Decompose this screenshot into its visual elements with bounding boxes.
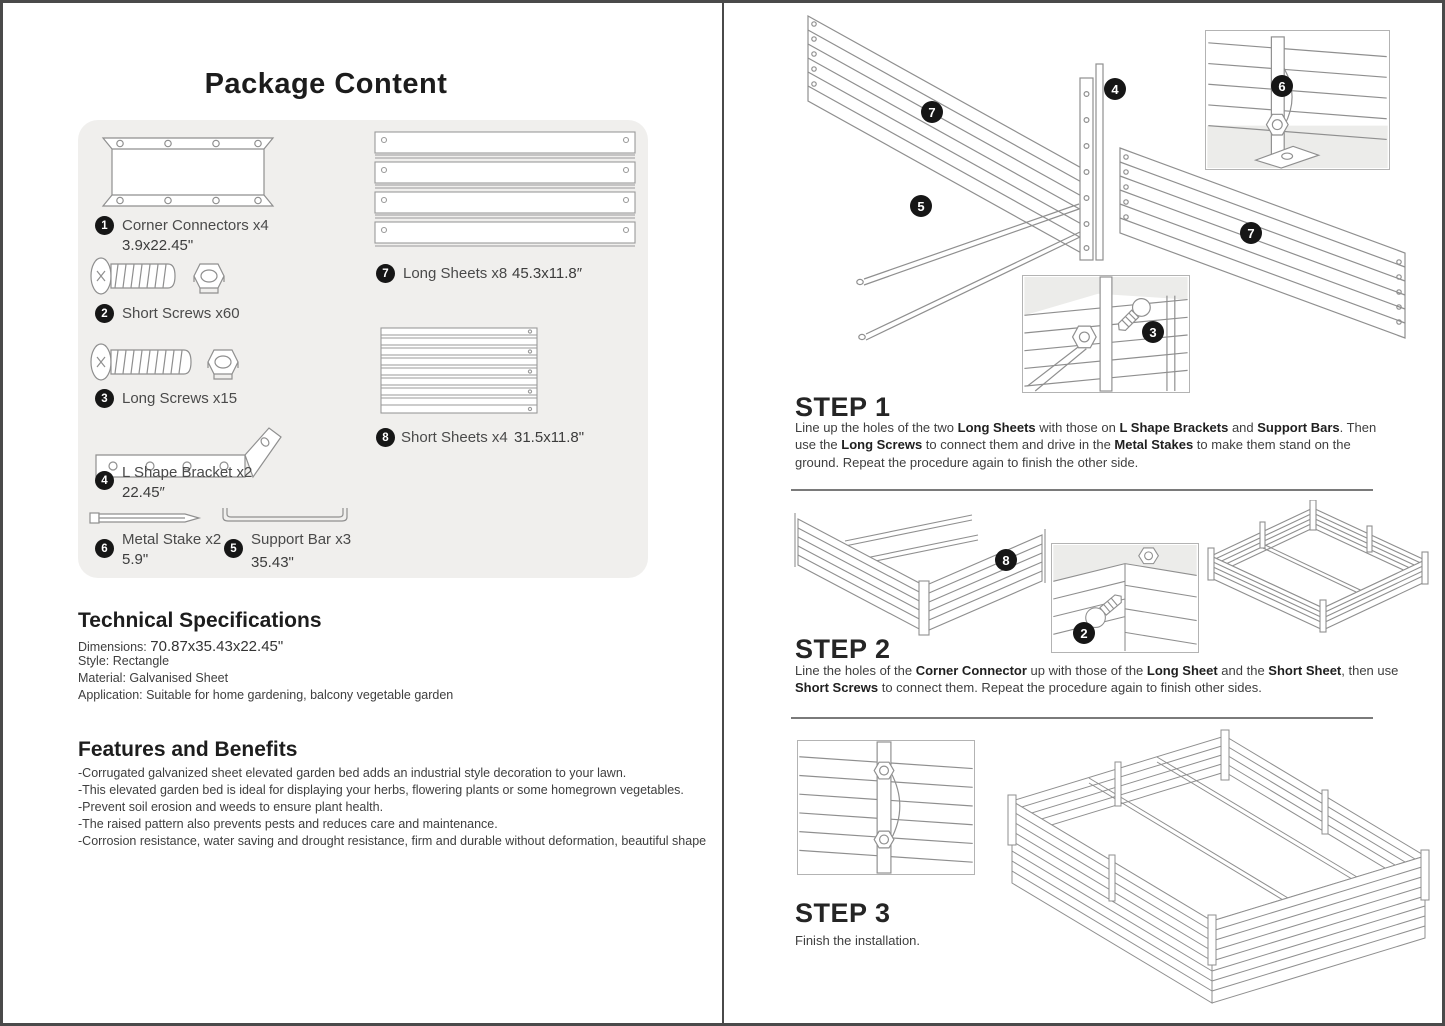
step3-instructions: Finish the installation. bbox=[795, 933, 921, 948]
item-badge: 8 bbox=[376, 428, 395, 447]
item-dimension: 22.45″ bbox=[122, 484, 165, 501]
item-dimension: 5.9" bbox=[122, 551, 149, 568]
item-badge: 4 bbox=[95, 471, 114, 490]
feature-item: -Prevent soil erosion and weeds to ensure plant health. bbox=[78, 800, 384, 814]
spec-dimensions bbox=[78, 638, 283, 655]
spec-dimensions-label: Dimensions: bbox=[78, 640, 147, 654]
package-content-box bbox=[78, 120, 648, 578]
diagram-badge-short-screw: 2 bbox=[1073, 622, 1095, 644]
feature-item: -This elevated garden bed is ideal for displaying your herbs, flowering plants or some homegrown vegetables. bbox=[78, 783, 684, 797]
feature-item: -Corrosion resistance, water saving and drought resistance, firm and durable without deformation, beautiful shape bbox=[78, 834, 707, 848]
assembly-steps-panel bbox=[723, 0, 1445, 1026]
item-dimension: 35.43" bbox=[251, 554, 294, 571]
diagram-badge-l-bracket: 4 bbox=[1104, 78, 1126, 100]
spec-application: Application: Suitable for home gardening, balcony vegetable garden bbox=[78, 688, 454, 702]
item-label: Corner Connectors x4 bbox=[122, 217, 269, 234]
item-badge: 2 bbox=[95, 304, 114, 323]
support-bar-figure bbox=[220, 504, 350, 528]
item-dimension: 3.9x22.45" bbox=[122, 237, 194, 254]
features-heading: Features and Benefits bbox=[78, 738, 298, 761]
item-badge: 5 bbox=[224, 539, 243, 558]
step1-screw-detail-inset bbox=[1022, 275, 1190, 393]
item-badge: 7 bbox=[376, 264, 395, 283]
spec-material: Material: Galvanised Sheet bbox=[78, 671, 229, 685]
item-label: Support Bar x3 bbox=[251, 531, 352, 548]
item-label: Short Screws x60 bbox=[122, 305, 240, 322]
item-label: L Shape Bracket x2 bbox=[122, 464, 253, 481]
step1-instructions: Line up the holes of the two Long Sheets with those on L Shape Brackets and Support Bars. Then use the Long Screws to connect them and drive in the Metal Stakes to make them stand on the ground. Repeat the procedure again to finish the other side. bbox=[795, 420, 1377, 470]
spec-dimensions-value: 70.87x35.43x22.45" bbox=[150, 638, 284, 655]
panel-divider bbox=[722, 0, 724, 1026]
corner-connector-figure bbox=[93, 133, 283, 211]
diagram-badge-long-screw: 3 bbox=[1142, 321, 1164, 343]
step3-heading: STEP 3 bbox=[795, 898, 891, 928]
short-sheets-figure bbox=[378, 326, 541, 416]
step1-heading: STEP 1 bbox=[795, 392, 891, 422]
long-sheets-figure bbox=[372, 130, 638, 254]
item-dimension: 31.5x11.8" bbox=[514, 429, 585, 446]
step1-stake-detail-inset bbox=[1205, 30, 1390, 170]
separator bbox=[791, 489, 1373, 491]
item-badge: 3 bbox=[95, 389, 114, 408]
step2-assembled-frame-diagram bbox=[1203, 500, 1435, 636]
item-badge: 6 bbox=[95, 539, 114, 558]
item-label: Long Sheets x8 bbox=[403, 265, 508, 282]
spec-style: Style: Rectangle bbox=[78, 654, 170, 668]
diagram-badge-short-sheet: 8 bbox=[995, 549, 1017, 571]
feature-item: -The raised pattern also prevents pests and reduces care and maintenance. bbox=[78, 817, 498, 831]
metal-stake-figure bbox=[88, 508, 203, 528]
item-label: Long Screws x15 bbox=[122, 390, 238, 407]
item-label: Metal Stake x2 bbox=[122, 531, 222, 548]
step2-instructions: Line the holes of the Corner Connector up with those of the Long Sheet and the Short Sheet, then use Short Screws to connect them. Repeat the procedure again to finish other sides. bbox=[795, 663, 1399, 696]
item-dimension: 45.3x11.8″ bbox=[512, 265, 583, 282]
diagram-badge-metal-stake: 6 bbox=[1271, 75, 1293, 97]
step2-corner-assembly-diagram bbox=[790, 505, 1048, 647]
step3-stake-bolt-inset bbox=[797, 740, 975, 875]
diagram-badge-support-bar: 5 bbox=[910, 195, 932, 217]
diagram-badge-long-sheet: 7 bbox=[921, 101, 943, 123]
short-screw-figure bbox=[88, 255, 238, 297]
step3-finished-bed-diagram bbox=[1000, 726, 1436, 1018]
item-label: Short Sheets x4 bbox=[401, 429, 508, 446]
tech-specs-heading: Technical Specifications bbox=[78, 609, 322, 632]
package-content-panel bbox=[0, 0, 722, 1026]
item-badge: 1 bbox=[95, 216, 114, 235]
diagram-badge-long-sheet-right: 7 bbox=[1240, 222, 1262, 244]
step2-heading: STEP 2 bbox=[795, 634, 891, 664]
feature-item: -Corrugated galvanized sheet elevated garden bed adds an industrial style decoration to your lawn. bbox=[78, 766, 627, 780]
separator bbox=[791, 717, 1373, 719]
page-title: Package Content bbox=[204, 68, 448, 100]
long-screw-figure bbox=[88, 341, 253, 383]
